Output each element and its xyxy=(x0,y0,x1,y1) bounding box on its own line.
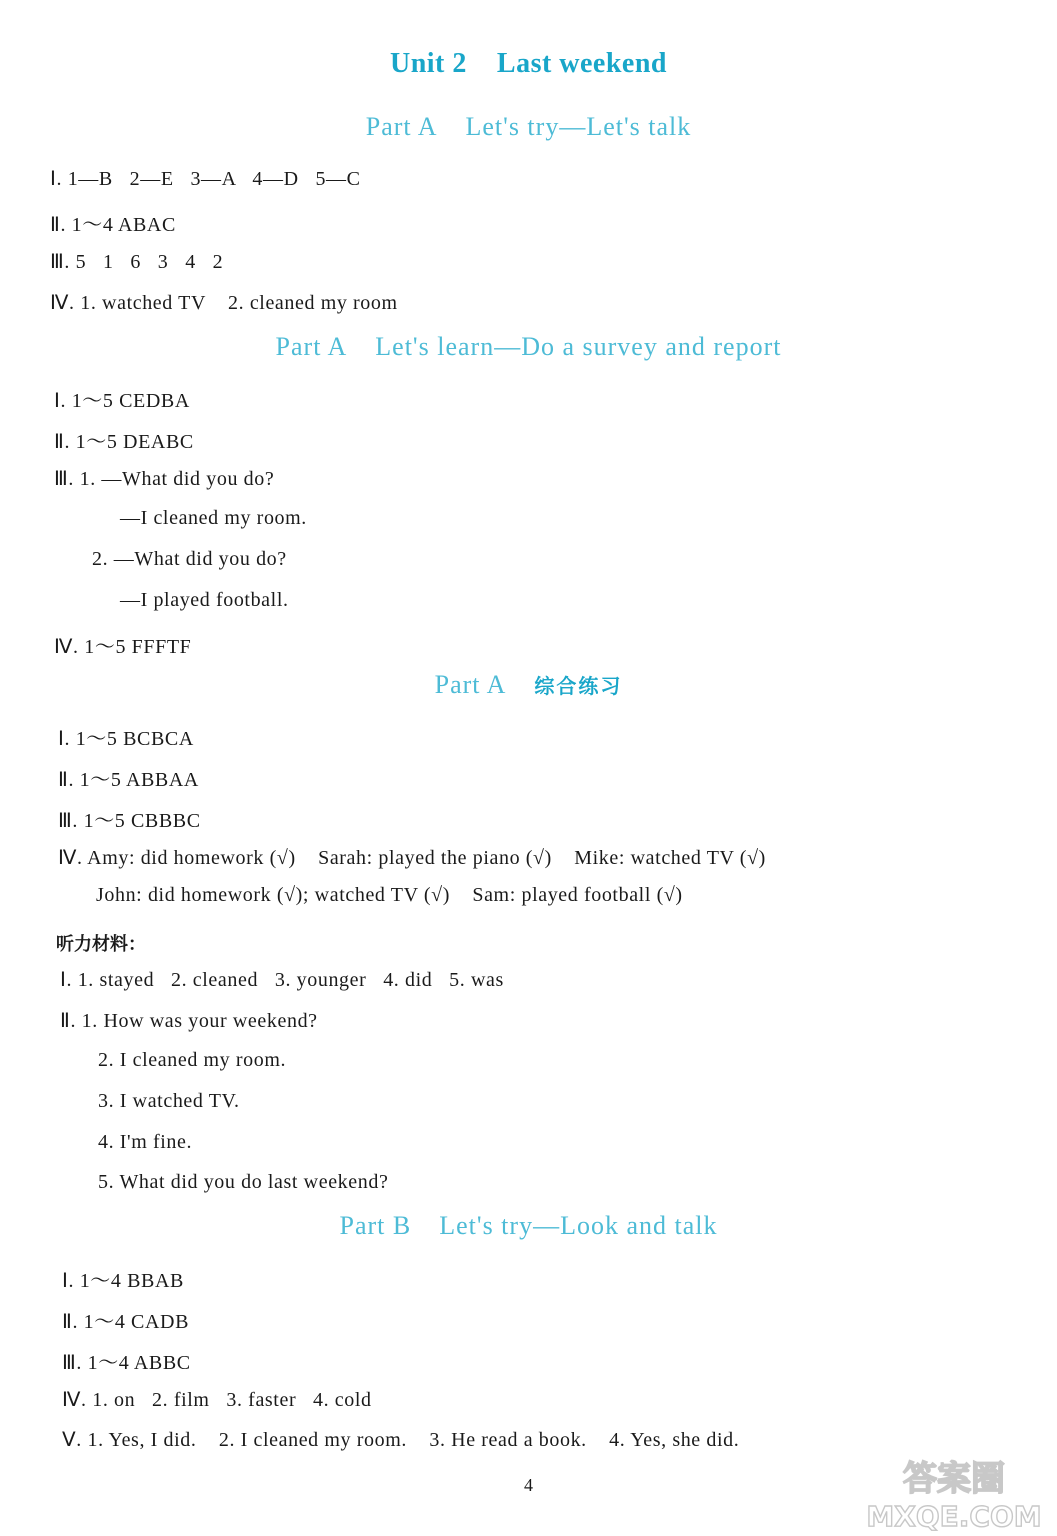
answer-line: John: did homework (√); watched TV (√) Sam: played football (√) xyxy=(96,884,683,906)
watermark-text-en: MXQE.COM xyxy=(866,1500,1042,1532)
answer-line: Ⅳ. 1. watched TV 2. cleaned my room xyxy=(50,292,398,314)
answer-line: Ⅱ. 1～4 CADB xyxy=(62,1311,190,1333)
answer-line: Ⅳ. Amy: did homework (√) Sarah: played the piano (√) Mike: watched TV (√) xyxy=(58,847,766,869)
answer-line: Ⅱ. 1～4 ABAC xyxy=(50,214,176,236)
answer-line: Ⅴ. 1. Yes, I did. 2. I cleaned my room. 3. He read a book. 4. Yes, she did. xyxy=(62,1429,740,1451)
section-heading: Part A 综合练习 xyxy=(434,670,623,699)
answer-line: Ⅱ. 1～5 ABBAA xyxy=(58,769,199,791)
listening-heading: 听力材料： xyxy=(56,934,146,955)
answer-line: —I cleaned my room. xyxy=(120,507,307,529)
section-heading: Part A Let's learn—Do a survey and report xyxy=(275,332,782,361)
answer-line: 4. I'm fine. xyxy=(98,1131,193,1153)
section-heading: Part B Let's try—Look and talk xyxy=(339,1211,718,1240)
answer-line: 2. I cleaned my room. xyxy=(98,1049,287,1071)
answer-line: 3. I watched TV. xyxy=(98,1090,240,1112)
answer-line: 5. What did you do last weekend? xyxy=(98,1171,389,1193)
unit-title xyxy=(0,48,1057,80)
watermark-text-cn: 答案圈 xyxy=(903,1459,1005,1499)
answer-line: Ⅰ. 1—B 2—E 3—A 4—D 5—C xyxy=(50,168,361,190)
unit-number: Unit 2 xyxy=(389,48,467,79)
answer-line: Ⅲ. 1～4 ABBC xyxy=(62,1352,191,1374)
watermark-logo-icon xyxy=(859,1452,1049,1532)
answer-line: 2. —What did you do? xyxy=(92,548,287,570)
answer-line: —I played football. xyxy=(120,589,289,611)
answer-line: Ⅳ. 1. on 2. film 3. faster 4. cold xyxy=(62,1389,372,1411)
answer-line: Ⅳ. 1～5 FFFTF xyxy=(54,636,192,658)
answer-line: Ⅰ. 1～5 CEDBA xyxy=(54,390,190,412)
page-number: 4 xyxy=(524,1475,533,1495)
answer-line: Ⅱ. 1. How was your weekend? xyxy=(60,1010,318,1032)
section-heading: Part A Let's try—Let's talk xyxy=(365,112,692,141)
answer-line: Ⅰ. 1～5 BCBCA xyxy=(58,728,194,750)
answer-line: Ⅲ. 1～5 CBBBC xyxy=(58,810,201,832)
answer-line: Ⅲ. 5 1 6 3 4 2 xyxy=(50,251,224,273)
unit-name: Last weekend xyxy=(496,48,668,79)
answer-line: Ⅱ. 1～5 DEABC xyxy=(54,431,194,453)
answer-line: Ⅰ. 1. stayed 2. cleaned 3. younger 4. did 5. was xyxy=(60,969,504,991)
answer-line: Ⅲ. 1. —What did you do? xyxy=(54,468,275,490)
answer-line: Ⅰ. 1～4 BBAB xyxy=(62,1270,184,1292)
